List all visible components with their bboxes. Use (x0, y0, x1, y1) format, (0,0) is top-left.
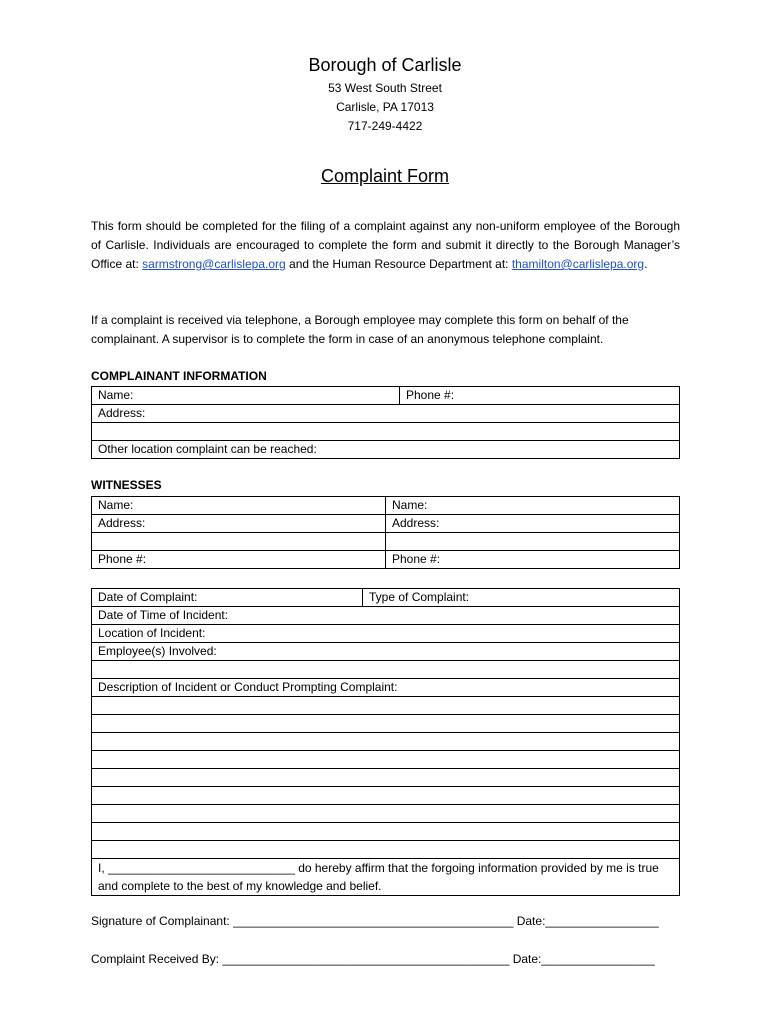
address-street: 53 West South Street (328, 81, 442, 95)
intro-text-2: and the Human Resource Department at: (285, 257, 512, 271)
witness-2-address-line-2[interactable] (386, 533, 680, 551)
witness-1-name-field[interactable]: Name: (92, 497, 386, 515)
description-line[interactable] (92, 787, 680, 805)
complaint-details-table (91, 588, 680, 896)
table-row (92, 679, 680, 697)
witnesses-heading: WITNESSES (91, 478, 162, 492)
intro-text-3: . (644, 257, 648, 271)
witness-1-address-field[interactable]: Address: (92, 515, 386, 533)
description-line[interactable] (92, 841, 680, 859)
complainant-table (91, 386, 680, 459)
affirmation-statement[interactable]: I, ____________________________ do hereby affirm that the forgoing information provided by me is true and complete to the best of my knowledge and belief. (92, 859, 680, 896)
table-row (92, 769, 680, 787)
description-line[interactable] (92, 751, 680, 769)
employees-involved-field[interactable]: Employee(s) Involved: (92, 643, 680, 661)
witness-2-phone-field[interactable]: Phone #: (386, 551, 680, 569)
table-row (92, 551, 680, 569)
table-row (92, 625, 680, 643)
description-line[interactable] (92, 805, 680, 823)
email-link-hr[interactable]: thamilton@carlislepa.org (511, 257, 645, 271)
phone-number: 717-249-4422 (347, 119, 423, 133)
table-row (92, 387, 680, 405)
description-line[interactable] (92, 715, 680, 733)
table-row (92, 841, 680, 859)
witness-1-address-line-2[interactable] (92, 533, 386, 551)
table-row (92, 643, 680, 661)
complainant-heading: COMPLAINANT INFORMATION (91, 369, 267, 383)
table-row (92, 405, 680, 423)
table-row (92, 805, 680, 823)
table-row (92, 715, 680, 733)
description-line[interactable] (92, 733, 680, 751)
complainant-address-field[interactable]: Address: (92, 405, 680, 423)
table-row (92, 787, 680, 805)
description-field[interactable]: Description of Incident or Conduct Prompting Complaint: (92, 679, 680, 697)
table-row (92, 733, 680, 751)
complainant-other-location-field[interactable]: Other location complaint can be reached: (92, 441, 680, 459)
address-city: Carlisle, PA 17013 (336, 100, 434, 114)
description-line[interactable] (92, 697, 680, 715)
table-row (92, 661, 680, 679)
table-row (92, 533, 680, 551)
date-of-complaint-field[interactable]: Date of Complaint: (92, 589, 363, 607)
organization-name: Borough of Carlisle (308, 55, 462, 75)
table-row (92, 589, 680, 607)
table-row (92, 497, 680, 515)
intro-paragraph (91, 217, 680, 274)
complainant-name-field[interactable]: Name: (92, 387, 400, 405)
form-title: Complaint Form (320, 166, 450, 186)
type-of-complaint-field[interactable]: Type of Complaint: (363, 589, 680, 607)
table-row (92, 423, 680, 441)
incident-location-field[interactable]: Location of Incident: (92, 625, 680, 643)
table-row (92, 607, 680, 625)
witness-1-phone-field[interactable]: Phone #: (92, 551, 386, 569)
table-row (92, 515, 680, 533)
employees-involved-line-2[interactable] (92, 661, 680, 679)
complainant-address-line-2[interactable] (92, 423, 680, 441)
phone-note-paragraph: If a complaint is received via telephone, a Borough employee may complete this form on behalf of the complainant. A supervisor is to complete the form in case of an anonymous telephone complaint. (91, 313, 629, 346)
complainant-phone-field[interactable]: Phone #: (400, 387, 680, 405)
intro-text-1: This form should be completed for the filing of a complaint against any non-uniform employee of the Borough of Carlisle. Individuals are encouraged to complete the form and submit it directly to the Borough Manager’s Office at: (91, 219, 680, 271)
table-row (92, 751, 680, 769)
form-title-wrap (0, 166, 770, 187)
witnesses-table (91, 496, 680, 569)
complainant-signature-line[interactable]: Signature of Complainant: __________________________________________ Date:_________________ (91, 914, 659, 928)
table-row (92, 859, 680, 896)
incident-time-field[interactable]: Date of Time of Incident: (92, 607, 680, 625)
description-line[interactable] (92, 769, 680, 787)
email-link-manager[interactable]: sarmstrong@carlislepa.org (142, 257, 286, 271)
received-by-signature-line[interactable]: Complaint Received By: ___________________________________________ Date:_________________ (91, 952, 655, 966)
table-row (92, 697, 680, 715)
table-row (92, 823, 680, 841)
table-row (92, 441, 680, 459)
witness-2-address-field[interactable]: Address: (386, 515, 680, 533)
witness-2-name-field[interactable]: Name: (386, 497, 680, 515)
description-line[interactable] (92, 823, 680, 841)
